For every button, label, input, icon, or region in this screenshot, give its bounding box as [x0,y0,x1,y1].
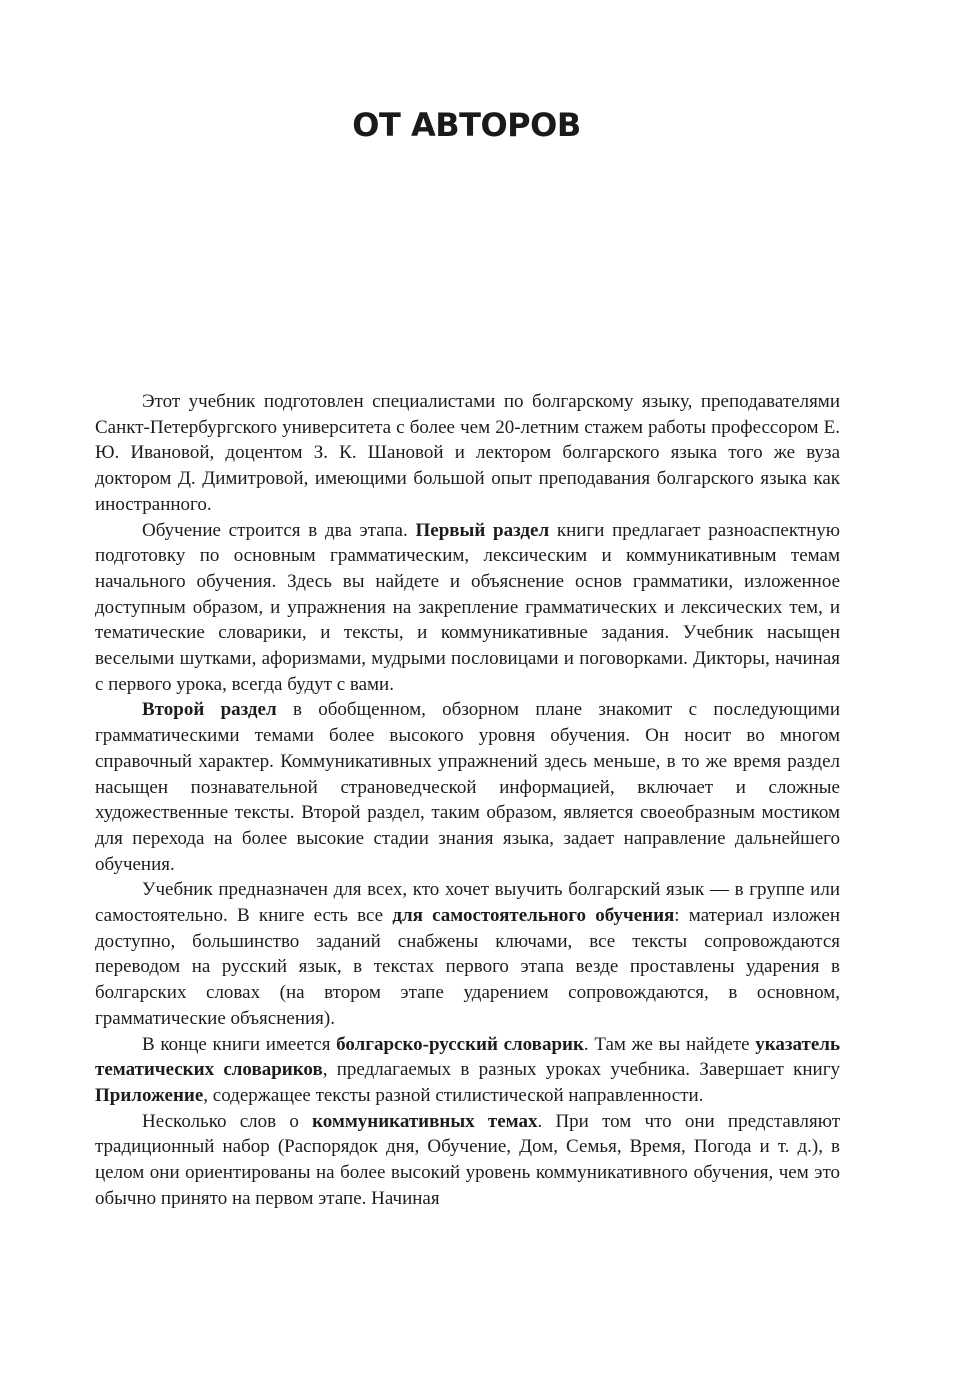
text-run: . Там же вы найдете [583,1033,756,1055]
bold-text: для самостоятельного обучения [392,905,675,927]
page-title: ОТ АВТОРОВ [352,106,581,144]
text-run: Этот учебник подготовлен специалистами по болгарскому языку, преподавателями Санкт-Петербургского университета с более чем 20-летним стажем работы профессором Е. Ю. Ивановой, доцентом З. К. Шановой и лектором болгарского языка того же вуза доктором Д. Димитровой, имеющими большой опыт преподавания болгарского языка как иностранного. [95,391,840,515]
bold-text: указатель тематических словариков [95,1033,840,1081]
paragraph [95,1109,840,1212]
bold-text: Первый раздел [415,519,550,541]
bold-text: болгарско-русский словарик [336,1033,584,1055]
text-run: , предлагаемых в разных уроках учебника. Завершает книгу [322,1059,840,1081]
text-run: , содержащее тексты разной стилистической направленности. [203,1084,704,1106]
text-run: . При том что они представляют традиционный набор (Распорядок дня, Обучение, Дом, Семья, Время, Погода и т. д.), в целом они ориентированы на более высокий уровень коммуникативного обучения, чем это обычно принято на первом этапе. Начиная [95,1110,841,1209]
paragraph [95,518,840,698]
text-run: в обобщенном, обзорном плане знакомит с последующими грамматическими темами более высокого уровня обучения. Он носит во многом справочный характер. Коммуникативных упражнений здесь меньше, в то же время раздел насыщен познавательной страноведческой информацией, включает и сложные художественные тексты. Второй раздел, таким образом, является своеобразным мостиком для перехода на более высокие стадии знания языка, задает направление дальнейшего обучения. [95,699,840,875]
body-text [95,389,840,1212]
paragraph [95,1032,840,1109]
text-run: Несколько слов о [142,1110,313,1132]
bold-text: Второй раздел [142,699,277,721]
bold-text: Приложение [95,1084,204,1106]
text-run: Учебник предназначен для всех, кто хочет выучить болгарский язык — в группе или самостоятельно. В книге есть все [95,879,840,927]
paragraph [95,697,840,877]
text-run: : материал изложен доступно, большинство заданий снабжены ключами, все тексты сопровождаются переводом на русский язык, в текстах первого этапа везде проставлены ударения в болгарских словах (на втором этапе ударением сопровождаются, в основном, грамматические объяснения). [95,905,840,1029]
paragraph [95,877,840,1031]
bold-text: коммуникативных темах [312,1110,538,1132]
paragraph [95,389,840,518]
text-run: В конце книги имеется [142,1033,337,1055]
text-run: книги предлагает разноаспектную подготовку по основным грамматическим, лексическим и коммуникативным темам начального обучения. Здесь вы найдете и объяснение основ грамматики, изложенное доступным образом, и упражнения на закрепление грамматических и лексических тем, и тематические словарики, и тексты, и коммуникативные задания. Учебник насыщен веселыми шутками, афоризмами, мудрыми пословицами и поговорками. Дикторы, начиная с первого урока, всегда будут с вами. [95,519,840,695]
text-run: Обучение строится в два этапа. [142,519,416,541]
